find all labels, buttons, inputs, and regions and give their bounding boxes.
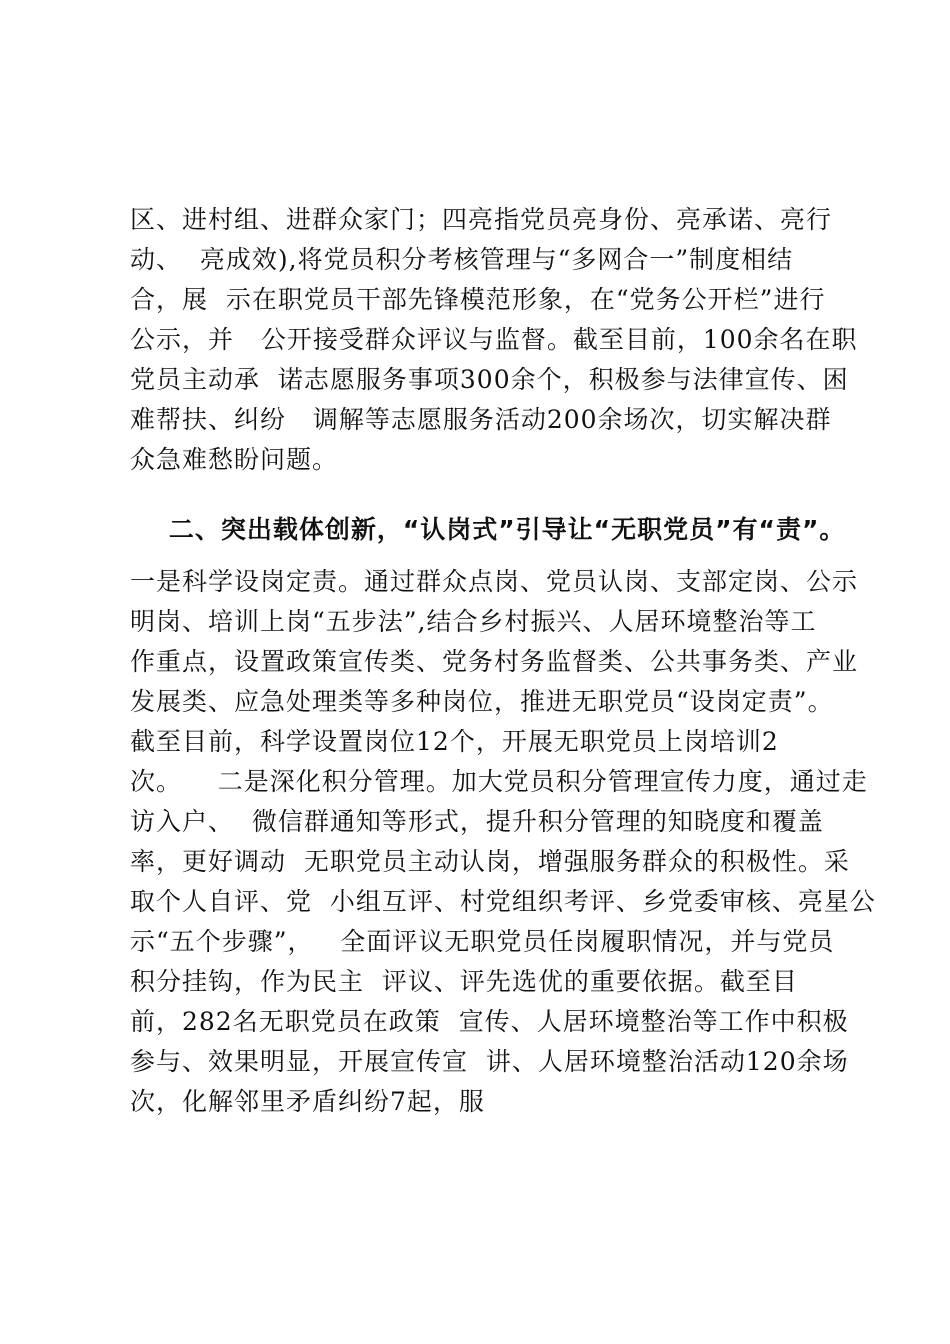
text-line: 明岗、培训上岗“五步法”,结合乡村振兴、人居环境整治等工: [130, 607, 817, 636]
text-line: 前，282名无职党员在政策 宣传、人居环境整治等工作中积极: [130, 1007, 849, 1036]
text-line: 难帮扶、纠纷 调解等志愿服务活动200余场次，切实解决群: [130, 405, 832, 434]
text-line: 发展类、应急处理类等多种岗位，推进无职党员“设岗定责”。: [130, 687, 834, 716]
text-line: 率，更好调动 无职党员主动认岗，增强服务群众的积极性。采: [130, 847, 850, 876]
text-line: 截至目前，科学设置岗位12个，开展无职党员上岗培训2: [130, 727, 779, 756]
text-line: 公示，并 公开接受群众评议与监督。截至目前，100余名在职: [130, 325, 858, 354]
text-line: 次。 二是深化积分管理。加大党员积分管理宣传力度，通过走: [130, 767, 868, 796]
text-line: 合，展 示在职党员干部先锋模范形象，在“党务公开栏”进行: [130, 285, 826, 314]
text-line: 党员主动承 诺志愿服务事项300余个，积极参与法律宣传、困: [130, 365, 849, 394]
text-line: 一是科学设岗定责。通过群众点岗、党员认岗、支部定岗、公示: [130, 567, 859, 596]
text-line: 取个人自评、党 小组互评、村党组织考评、乡党委审核、亮星公: [130, 887, 876, 916]
paragraph-post-assignment: [130, 562, 876, 1122]
text-line: 示“五个步骤”， 全面评议无职党员任岗履职情况，并与党员: [130, 927, 835, 956]
text-line: 次，化解邻里矛盾纠纷7起，服: [130, 1087, 485, 1116]
paragraph-party-member-commitments: [130, 200, 858, 480]
text-line: 积分挂钩，作为民主 评议、评先选优的重要依据。截至目: [130, 967, 798, 996]
text-line: 访入户、 微信群通知等形式，提升积分管理的知晓度和覆盖: [130, 807, 824, 836]
text-line: 作重点，设置政策宣传类、党务村务监督类、公共事务类、产业: [130, 647, 859, 676]
section-heading: 二、突出载体创新，“认岗式”引导让“无职党员”有“责”。: [130, 515, 846, 544]
text-line: 区、进村组、进群众家门；四亮指党员亮身份、亮承诺、亮行: [130, 205, 833, 234]
text-line: 众急难愁盼问题。: [130, 445, 339, 474]
text-line: 动、 亮成效),将党员积分考核管理与“多网合一”制度相结: [130, 245, 794, 274]
text-line: 参与、效果明显，开展宣传宣 讲、人居环境整治活动120余场: [130, 1047, 849, 1076]
